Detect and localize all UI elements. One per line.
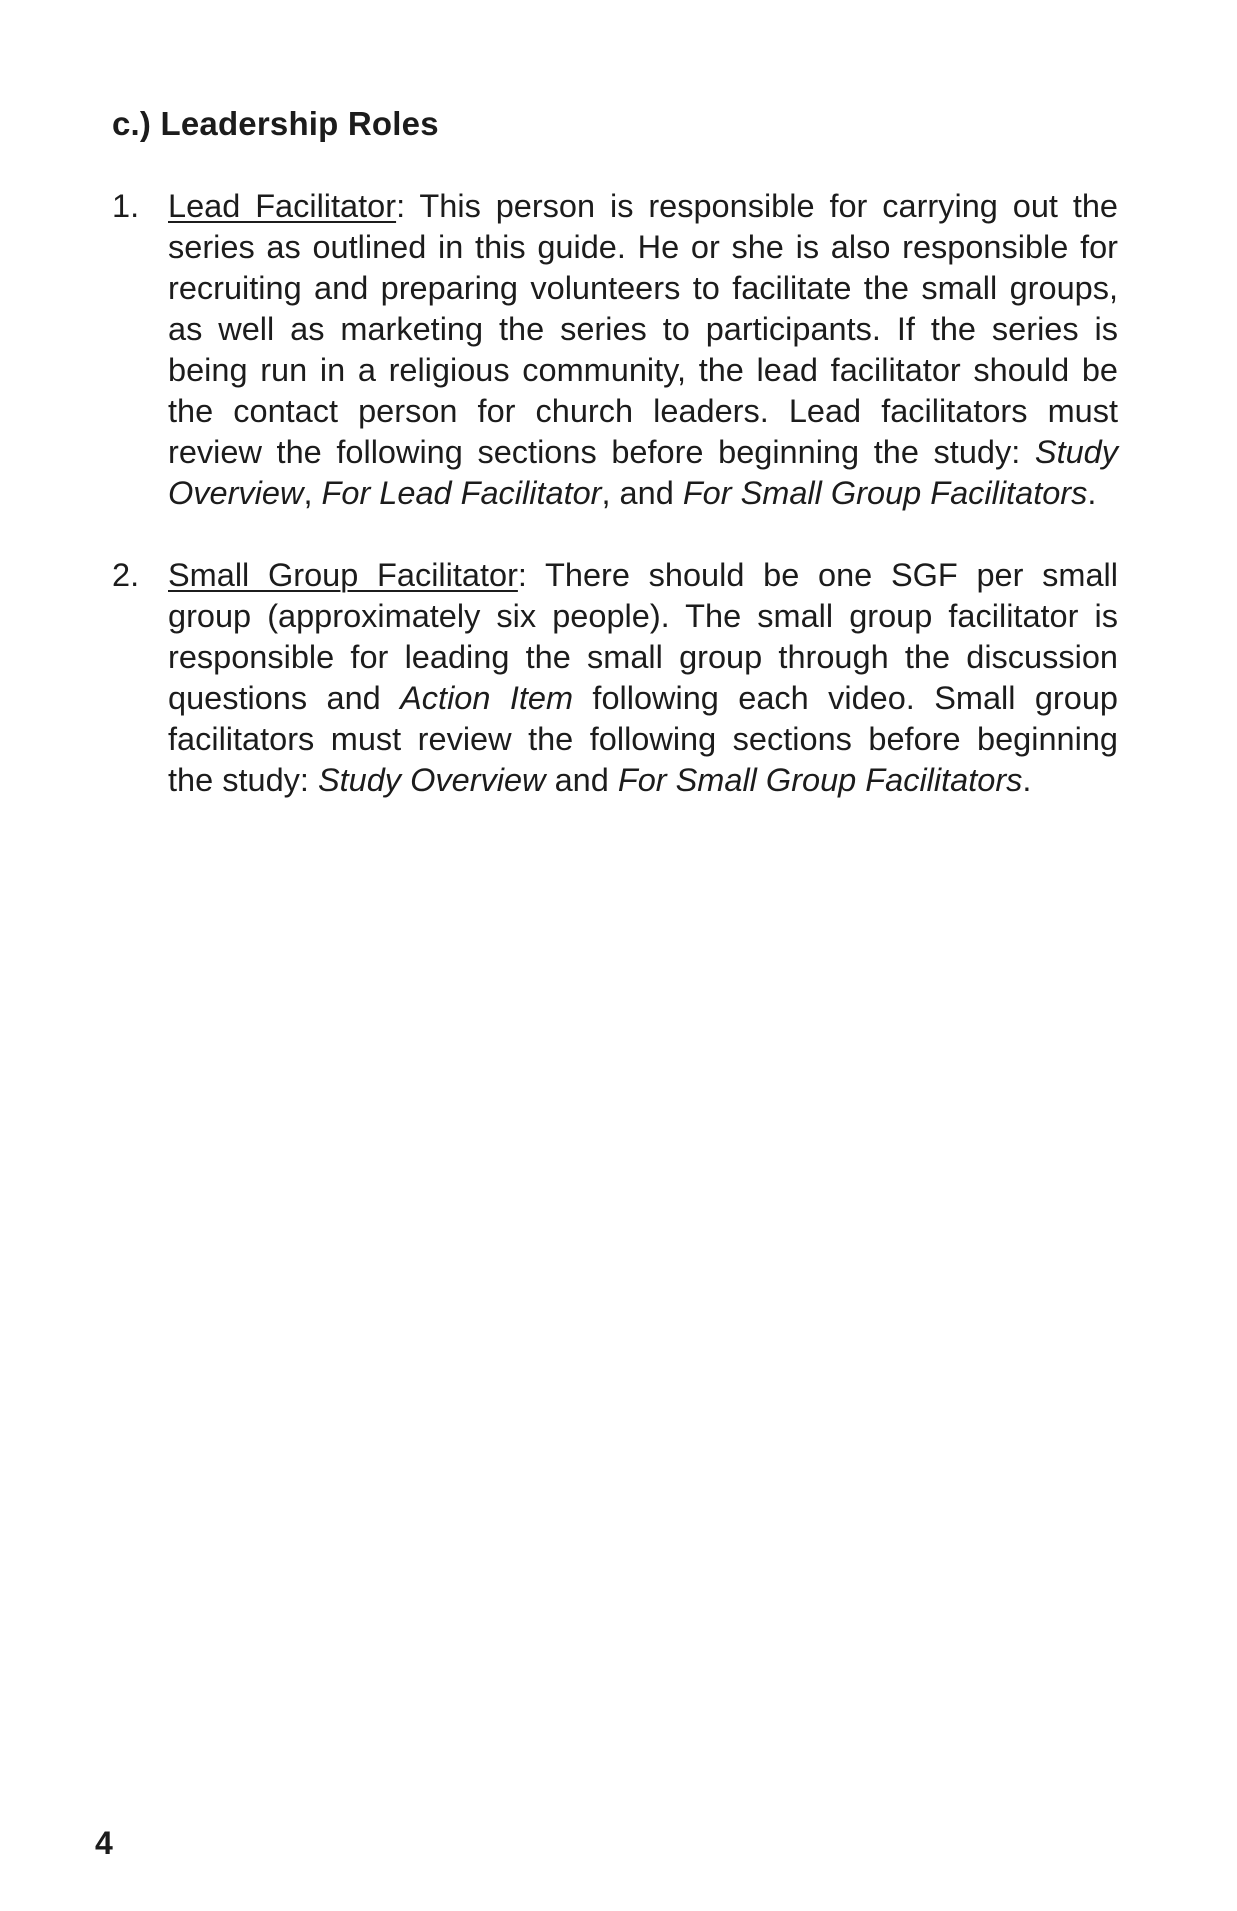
section-reference: For Small Group Facilitators [617, 762, 1023, 798]
section-reference: Study Overview [168, 434, 1118, 511]
section-reference: For Lead Facilitator [321, 475, 602, 511]
list-item-body [168, 188, 1118, 511]
section-reference: Study Overview [317, 762, 546, 798]
role-colon: : [517, 557, 527, 593]
list-item-number: 2. [112, 557, 140, 593]
list-item-number: 1. [112, 188, 140, 224]
separator-text: , [303, 475, 322, 511]
role-description: There should be one SGF per small group (approximately six people). The small group facilitator is responsible for leading the small group through the discussion questions and [168, 557, 1118, 716]
role-description: This person is responsible for carrying out the series as outlined in this guide. He or she is also responsible for recruiting and preparing volunteers to facilitate the small groups, as well as marketing the series to participants. If the series is being run in a religious community, the lead facilitator should be the contact person for church leaders. Lead facilitators must review the following sections before beginning the study: [168, 188, 1119, 470]
list-item-body [168, 557, 1118, 798]
section-reference: For Small Group Facilitators [682, 475, 1088, 511]
page-number: 4 [95, 1825, 113, 1861]
separator-text: , and [601, 475, 683, 511]
role-description: following each video. Small group facilitators must review the following sections before beginning the study: [168, 680, 1118, 798]
sentence-end: . [1022, 762, 1032, 798]
term-reference: Action Item [400, 680, 574, 716]
section-heading: c.) Leadership Roles [112, 105, 439, 142]
list-item-small-group-facilitator [112, 555, 1118, 801]
role-title: Lead Facilitator [168, 188, 397, 224]
role-colon: : [396, 188, 406, 224]
list-item-lead-facilitator [112, 186, 1118, 514]
separator-text: and [545, 762, 618, 798]
role-title: Small Group Facilitator [168, 557, 518, 593]
sentence-end: . [1087, 475, 1097, 511]
leadership-roles-list [112, 186, 1118, 842]
